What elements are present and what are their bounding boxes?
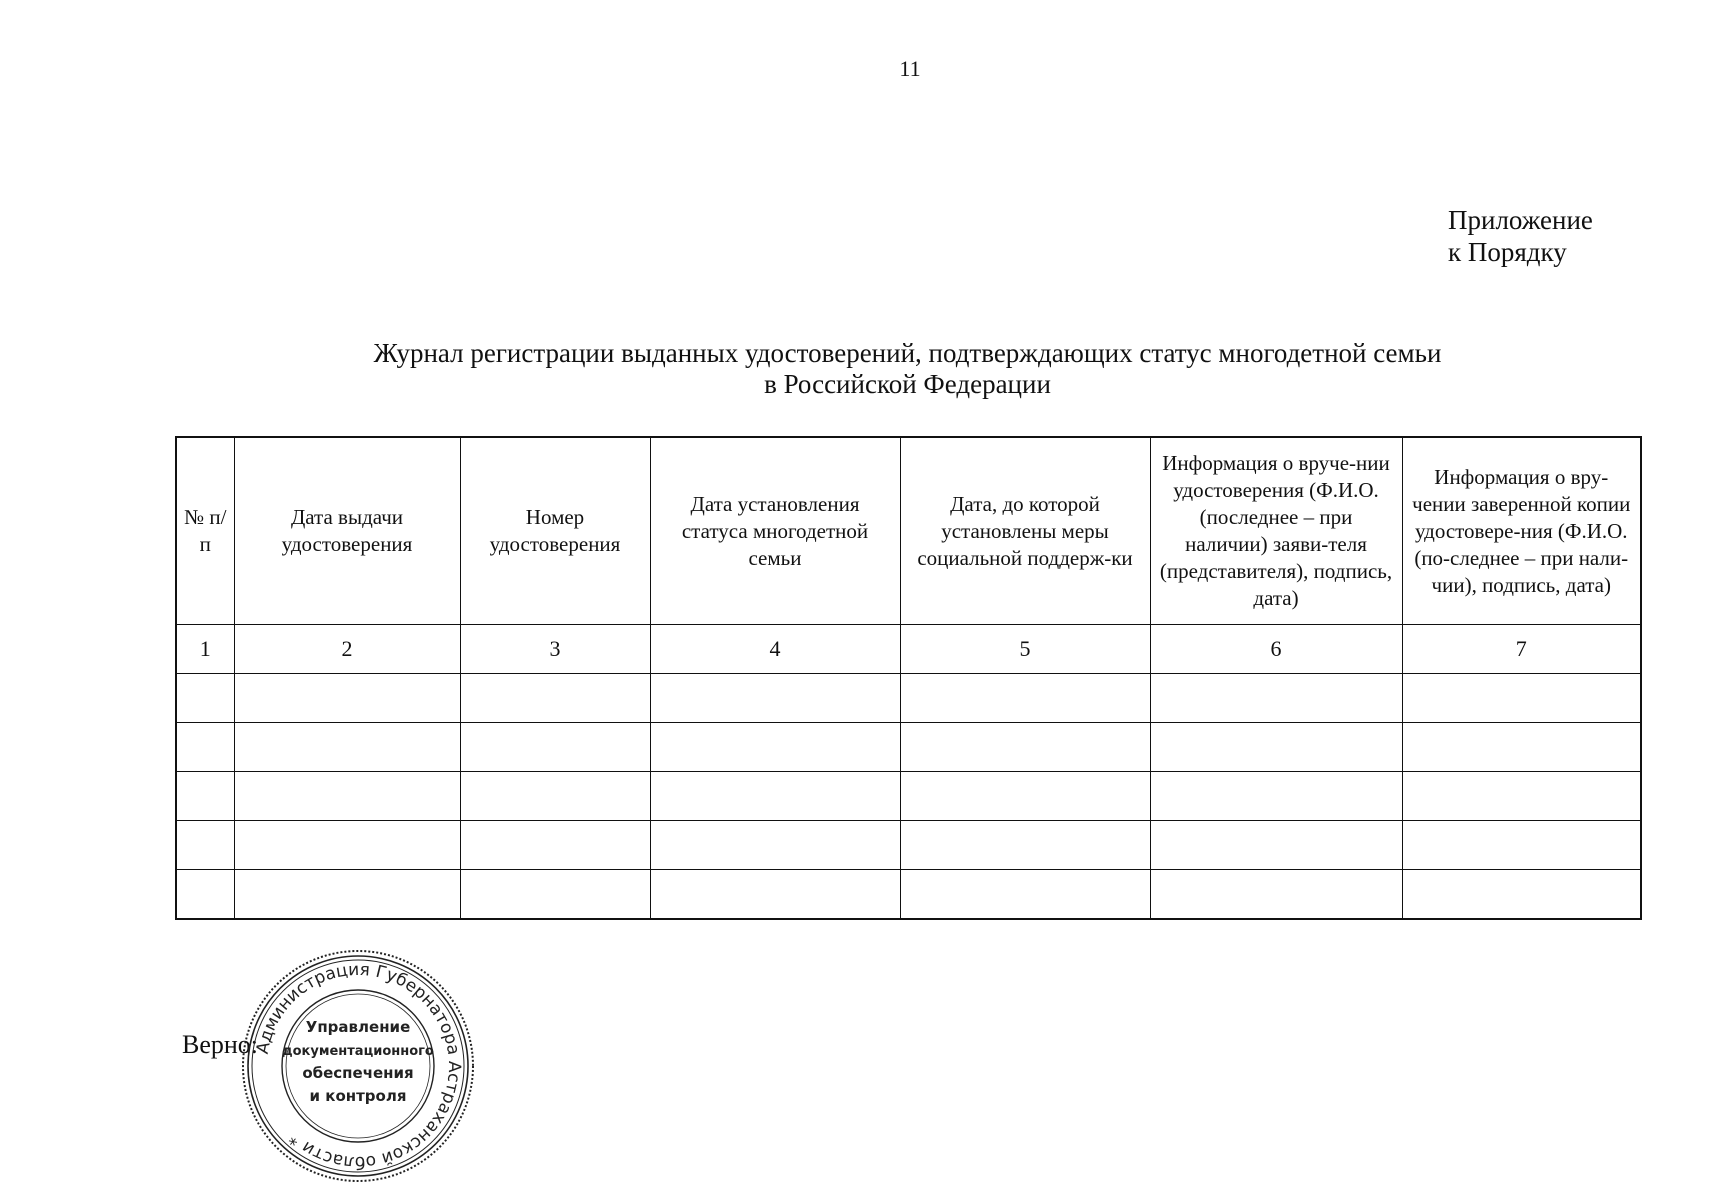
empty-cell — [176, 772, 234, 821]
appendix-line-2: к Порядку — [1448, 237, 1567, 267]
empty-cell — [1150, 723, 1402, 772]
header-cell-support-until-date: Дата, до которой установлены меры социальной поддерж-ки — [900, 437, 1150, 625]
empty-cell — [234, 772, 460, 821]
empty-cell — [460, 772, 650, 821]
empty-cell — [460, 870, 650, 920]
column-number-cell: 6 — [1150, 625, 1402, 674]
table-row — [176, 674, 1641, 723]
empty-cell — [1402, 723, 1641, 772]
column-number-cell: 5 — [900, 625, 1150, 674]
table-row — [176, 821, 1641, 870]
seal-center-line-2: документационного — [282, 1044, 434, 1059]
column-number-cell: 7 — [1402, 625, 1641, 674]
empty-cell — [460, 674, 650, 723]
empty-cell — [900, 870, 1150, 920]
empty-cell — [1150, 674, 1402, 723]
empty-cell — [176, 674, 234, 723]
document-title-line-1: Журнал регистрации выданных удостоверений, подтверждающих статус многодетной семьи — [373, 338, 1442, 368]
empty-cell — [650, 772, 900, 821]
seal-ring-textpath: Администрация Губернатора Астраханской области * — [252, 959, 465, 1173]
empty-cell — [1402, 772, 1641, 821]
document-title — [180, 338, 1635, 400]
empty-cell — [176, 723, 234, 772]
empty-cell — [650, 870, 900, 920]
registration-journal-table — [175, 436, 1642, 920]
empty-cell — [1150, 772, 1402, 821]
column-number-cell: 1 — [176, 625, 234, 674]
header-cell-status-date: Дата установления статуса многодетной семьи — [650, 437, 900, 625]
header-cell-certificate-number: Номер удостоверения — [460, 437, 650, 625]
official-seal — [240, 948, 476, 1184]
appendix-label — [1448, 204, 1593, 268]
header-cell-delivery-info: Информация о вруче-нии удостоверения (Ф.И.О. (последнее – при наличии) заяви-теля (представителя), подпись, дата) — [1150, 437, 1402, 625]
empty-cell — [1402, 821, 1641, 870]
empty-cell — [234, 674, 460, 723]
empty-cell — [1150, 870, 1402, 920]
header-cell-issue-date: Дата выдачи удостоверения — [234, 437, 460, 625]
appendix-line-1: Приложение — [1448, 205, 1593, 235]
empty-cell — [900, 723, 1150, 772]
table-row — [176, 870, 1641, 920]
empty-cell — [176, 870, 234, 920]
verified-label: Верно: — [182, 1030, 259, 1059]
empty-cell — [650, 674, 900, 723]
empty-cell — [900, 772, 1150, 821]
page-number: 11 — [899, 56, 921, 81]
empty-cell — [234, 870, 460, 920]
column-number-row — [176, 625, 1641, 674]
document-title-line-2: в Российской Федерации — [764, 369, 1051, 399]
empty-cell — [460, 821, 650, 870]
empty-cell — [176, 821, 234, 870]
seal-center-line-4: и контроля — [309, 1087, 407, 1105]
empty-cell — [1402, 674, 1641, 723]
seal-center-line-3: обеспечения — [302, 1064, 414, 1082]
header-cell-number: № п/п — [176, 437, 234, 625]
empty-cell — [460, 723, 650, 772]
table-row — [176, 723, 1641, 772]
column-number-cell: 2 — [234, 625, 460, 674]
empty-cell — [900, 821, 1150, 870]
empty-cell — [234, 723, 460, 772]
empty-cell — [234, 821, 460, 870]
empty-cell — [1150, 821, 1402, 870]
empty-cell — [900, 674, 1150, 723]
table-header-row — [176, 437, 1641, 625]
empty-cell — [650, 821, 900, 870]
header-cell-copy-delivery-info: Информация о вру-чении заверенной копии удостовере-ния (Ф.И.О. (по-следнее – при нали-чии), подпись, дата) — [1402, 437, 1641, 625]
seal-center-line-1: Управление — [305, 1018, 411, 1036]
column-number-cell: 3 — [460, 625, 650, 674]
empty-cell — [1402, 870, 1641, 920]
empty-cell — [650, 723, 900, 772]
column-number-cell: 4 — [650, 625, 900, 674]
table-row — [176, 772, 1641, 821]
